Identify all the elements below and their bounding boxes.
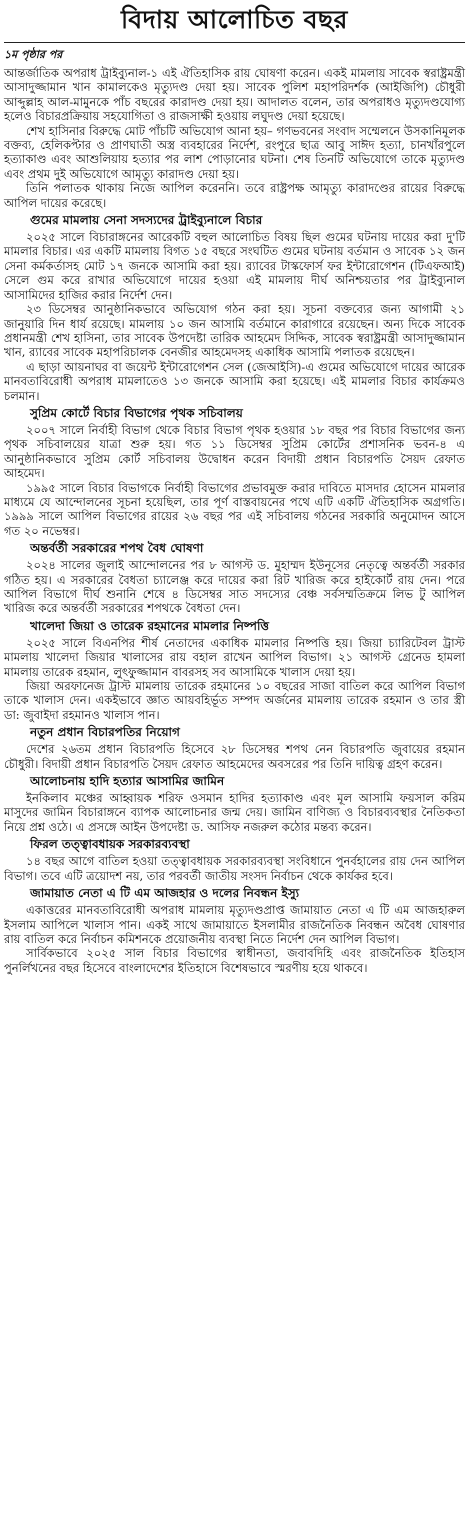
paragraph: সার্বিকভাবে ২০২৫ সাল বিচার বিভাগের স্বাধীনতা, জবাবদিহি এবং রাজনৈতিক ইতিহাস পুনর্লিখনের বছর হিসেবে বাংলাদেশের ইতিহাসে বিশেষভাবে স্মরণীয় হয়ে থাকবে।	[4, 946, 465, 975]
section-heading: সুপ্রিম কোর্টে বিচার বিভাগের পৃথক সচিবালয়	[30, 405, 243, 420]
paragraph: এ ছাড়া আয়নাঘর বা জয়েন্ট ইন্টারোগেশন সেল (জেআইসি)-এ গুমের অভিযোগে দায়ের আরেক মানবতাবিরোধী অপরাধ মামলাতেও ১৩ জনকে আসামি করা হয়েছে। এই মামলার বিচার কার্যক্রমও চলমান।	[4, 359, 465, 403]
headline: বিদায় আলোচিত বছর	[121, 4, 348, 34]
paragraph: ১৪ বছর আগে বাতিল হওয়া তত্ত্বাবধায়ক সরকারব্যবস্থা সংবিধানে পুনর্বহালের রায় দেন আপিল বিভাগ। তবে এটি ত্রয়োদশ নয়, তার পরবর্তী জাতীয় সংসদ নির্বাচন থেকে কার্যকর হবে।	[4, 854, 465, 883]
paragraph: ১৯৯৫ সালে বিচার বিভাগকে নির্বাহী বিভাগের প্রভাবমুক্ত করার দাবিতে মাসদার হোসেন মামলার মাধ্যমে যে আন্দোলনের সূচনা হয়েছিল, তার পূর্ণ বাস্তবায়নের পথে এটি একটি ঐতিহাসিক অগ্রগতি। ১৯৯৯ সালে আপিল বিভাগের রায়ের ২৬ বছর পর এই সচিবালয় গঠনের সরকারি অনুমোদন আসে গত ২০ নভেম্বর।	[4, 480, 465, 538]
paragraph: একাত্তরের মানবতাবিরোধী অপরাধ মামলায় মৃত্যুদণ্ডপ্রাপ্ত জামায়াত নেতা এ টি এম আজহারুল ইসলাম আপিলে খালাস পান। একই সাথে জামায়াতে ইসলামীর রাজনৈতিক নিবন্ধন অবৈধ ঘোষণার রায় বাতিল করে নির্বাচন কমিশনকে প্রয়োজনীয় ব্যবস্থা নিতে নির্দেশ দেন আপিল বিভাগ।	[4, 903, 465, 946]
section-heading: খালেদা জিয়া ও তারেক রহমানের মামলার নিষ্পত্তি	[30, 618, 269, 633]
paragraph: আন্তর্জাতিক অপরাধ ট্রাইব্যুনাল-১ এই ঐতিহাসিক রায় ঘোষণা করেন। একই মামলায় সাবেক স্বরাষ্ট্রমন্ত্রী আসাদুজ্জামান খান কামালকেও মৃত্যুদণ্ড দেয়া হয়। সাবেক পুলিশ মহাপরিদর্শক (আইজিপি) চৌধুরী আব্দুল্লাহ আল-মামুনকে পাঁচ বছরের কারাদণ্ড দেয়া হয়। আদালত বলেন, তার অপরাধও মৃত্যুদণ্ডযোগ্য হলেও বিচারপ্রক্রিয়ায় সহযোগিতা ও রাজসাক্ষী হওয়ায় লঘুদণ্ড দেয়া হয়েছে।	[4, 66, 465, 124]
paragraph: ২০২৪ সালের জুলাই আন্দোলনের পর ৮ আগস্ট ড. মুহাম্মদ ইউনূসের নেতৃত্বে অন্তর্বর্তী সরকার গঠিত হয়। এ সরকারের বৈধতা চ্যালেঞ্জ করে দায়ের করা রিট খারিজ করে হাইকোর্ট রায় দেন। পরে আপিল বিভাগে দীর্ঘ শুনানি শেষে ৪ ডিসেম্বর সাত সদস্যের বেঞ্চ সর্বসম্মতিক্রমে লিভ টু আপিল খারিজ করে অন্তর্বর্তী সরকারের শপথকে বৈধতা দেন।	[4, 558, 465, 616]
paragraph: জিয়া অরফানেজ ট্রাস্ট মামলায় তারেক রহমানের ১০ বছরের সাজা বাতিল করে আপিল বিভাগ তাকে খালাস দেন। একইভাবে জ্ঞাত আয়বহির্ভূত সম্পদ অর্জনের মামলায় তারেক রহমান ও তার স্ত্রী ডা: জুবাইদা রহমানও খালাস পান।	[4, 679, 465, 722]
section-heading: ফিরল তত্ত্বাবধায়ক সরকারব্যবস্থা	[30, 837, 190, 852]
article-body	[4, 66, 465, 975]
section-heading: জামায়াত নেতা এ টি এম আজহার ও দলের নিবন্ধন ইস্যু	[30, 886, 300, 901]
paragraph: ২০২৫ সালে বিচারাঙ্গনের আরেকটি বহুল আলোচিত বিষয় ছিল গুমের ঘটনায় দায়ের করা দু'টি মামলার বিচার। এর একটি মামলায় বিগত ১৫ বছরে সংঘটিত গুমের ঘটনায় বর্তমান ও সাবেক ১২ জন সেনা কর্মকর্তাসহ মোট ১৭ জনকে আসামি করা হয়। র‍্যাবের টাস্কফোর্স ফর ইন্টারোগেশন (টিএফআই) সেলে গুম করে রাখার অভিযোগে দায়ের হওয়া এই মামলায় দীর্ঘ অনিশ্চয়তার পর ট্রাইব্যুনাল আসামিদের হাজির করার নির্দেশ দেন।	[4, 230, 465, 302]
paragraph: দেশের ২৬তম প্রধান বিচারপতি হিসেবে ২৮ ডিসেম্বর শপথ নেন বিচারপতি জুবায়ের রহমান চৌধুরী। বিদায়ী প্রধান বিচারপতি সৈয়দ রেফাত আহমেদের অবসরের পর তিনি দায়িত্ব গ্রহণ করেন।	[4, 742, 465, 771]
paragraph: ২০২৫ সালে বিএনপির শীর্ষ নেতাদের একাধিক মামলার নিষ্পত্তি হয়। জিয়া চ্যারিটেবল ট্রাস্ট মামলায় খালেদা জিয়ার খালাসের রায় বহাল রাখেন আপিল বিভাগ। ২১ আগস্ট গ্রেনেড হামলা মামলায় তারেক রহমান, লুৎফুজ্জামান বাবরসহ সব আসামিকে খালাস দেয়া হয়।	[4, 635, 465, 679]
paragraph: শেখ হাসিনার বিরুদ্ধে মোট পাঁচটি অভিযোগ আনা হয়– গণভবনের সংবাদ সম্মেলনে উসকানিমূলক বক্তব্য, হেলিকপ্টার ও প্রাণঘাতী অস্ত্র ব্যবহারের নির্দেশ, রংপুরে ছাত্র আবু সাঈদ হত্যা, চানখাঁরপুলে হত্যাকাণ্ড এবং আশুলিয়ায় হত্যার পর লাশ পোড়ানোর ঘটনা। শেষ তিনটি অভিযোগে তাকে মৃত্যুদণ্ড এবং প্রথম দুই অভিযোগে আমৃত্যু কারাদণ্ড দেয়া হয়।	[4, 123, 465, 181]
paragraph: ইনকিলাব মঞ্চের আহ্বায়ক শরিফ ওসমান হাদির হত্যাকাণ্ড এবং মূল আসামি ফয়সাল করিম মাসুদের জামিন বিচারাঙ্গনে ব্যাপক আলোচনার জন্ম দেয়। জামিন বাণিজ্য ও বিচারব্যবস্থার নৈতিকতা নিয়ে প্রশ্ন ওঠে। এ প্রসঙ্গে আইন উপদেষ্টা ড. আসিফ নজরুল কঠোর মন্তব্য করেন।	[4, 791, 465, 834]
continuation-label: ১ম পৃষ্ঠার পর	[4, 48, 63, 61]
section-heading: নতুন প্রধান বিচারপতির নিয়োগ	[30, 725, 180, 740]
paragraph: ২০০৭ সালে নির্বাহী বিভাগ থেকে বিচার বিভাগ পৃথক হওয়ার ১৮ বছর পর বিচার বিভাগের জন্য পৃথক সচিবালয়ের যাত্রা শুরু হয়। গত ১১ ডিসেম্বর সুপ্রিম কোর্টের প্রশাসনিক ভবন-৪ এ আনুষ্ঠানিকভাবে সুপ্রিম কোর্ট সচিবালয় উদ্বোধন করেন বিদায়ী প্রধান বিচারপতি সৈয়দ রেফাত আহমেদ।	[4, 422, 465, 481]
headline-bar	[4, 0, 465, 43]
paragraph: ২৩ ডিসেম্বর আনুষ্ঠানিকভাবে অভিযোগ গঠন করা হয়। সূচনা বক্তব্যের জন্য আগামী ২১ জানুয়ারি দিন ধার্য রয়েছে। মামলায় ১০ জন আসামি বর্তমানে কারাগারে রয়েছেন। অন্য দিকে সাবেক প্রধানমন্ত্রী শেখ হাসিনা, তার সাবেক উপদেষ্টা তারিক আহমেদ সিদ্দিক, সাবেক স্বরাষ্ট্রমন্ত্রী আসাদুজ্জামান খান, র‍্যাবের সাবেক মহাপরিচালক বেনজীর আহমেদসহ একাধিক আসামি পলাতক রয়েছেন।	[4, 302, 465, 360]
section-heading: গুমের মামলায় সেনা সদস্যদের ট্রাইব্যুনালে বিচার	[30, 213, 263, 228]
section-heading: অন্তর্বর্তী সরকারের শপথ বৈধ ঘোষণা	[30, 541, 204, 556]
paragraph: তিনি পলাতক থাকায় নিজে আপিল করেননি। তবে রাষ্ট্রপক্ষ আমৃত্যু কারাদণ্ডের রায়ের বিরুদ্ধে আপিল দায়ের করেছে।	[4, 181, 465, 210]
section-heading: আলোচনায় হাদি হত্যার আসামির জামিন	[30, 774, 225, 789]
